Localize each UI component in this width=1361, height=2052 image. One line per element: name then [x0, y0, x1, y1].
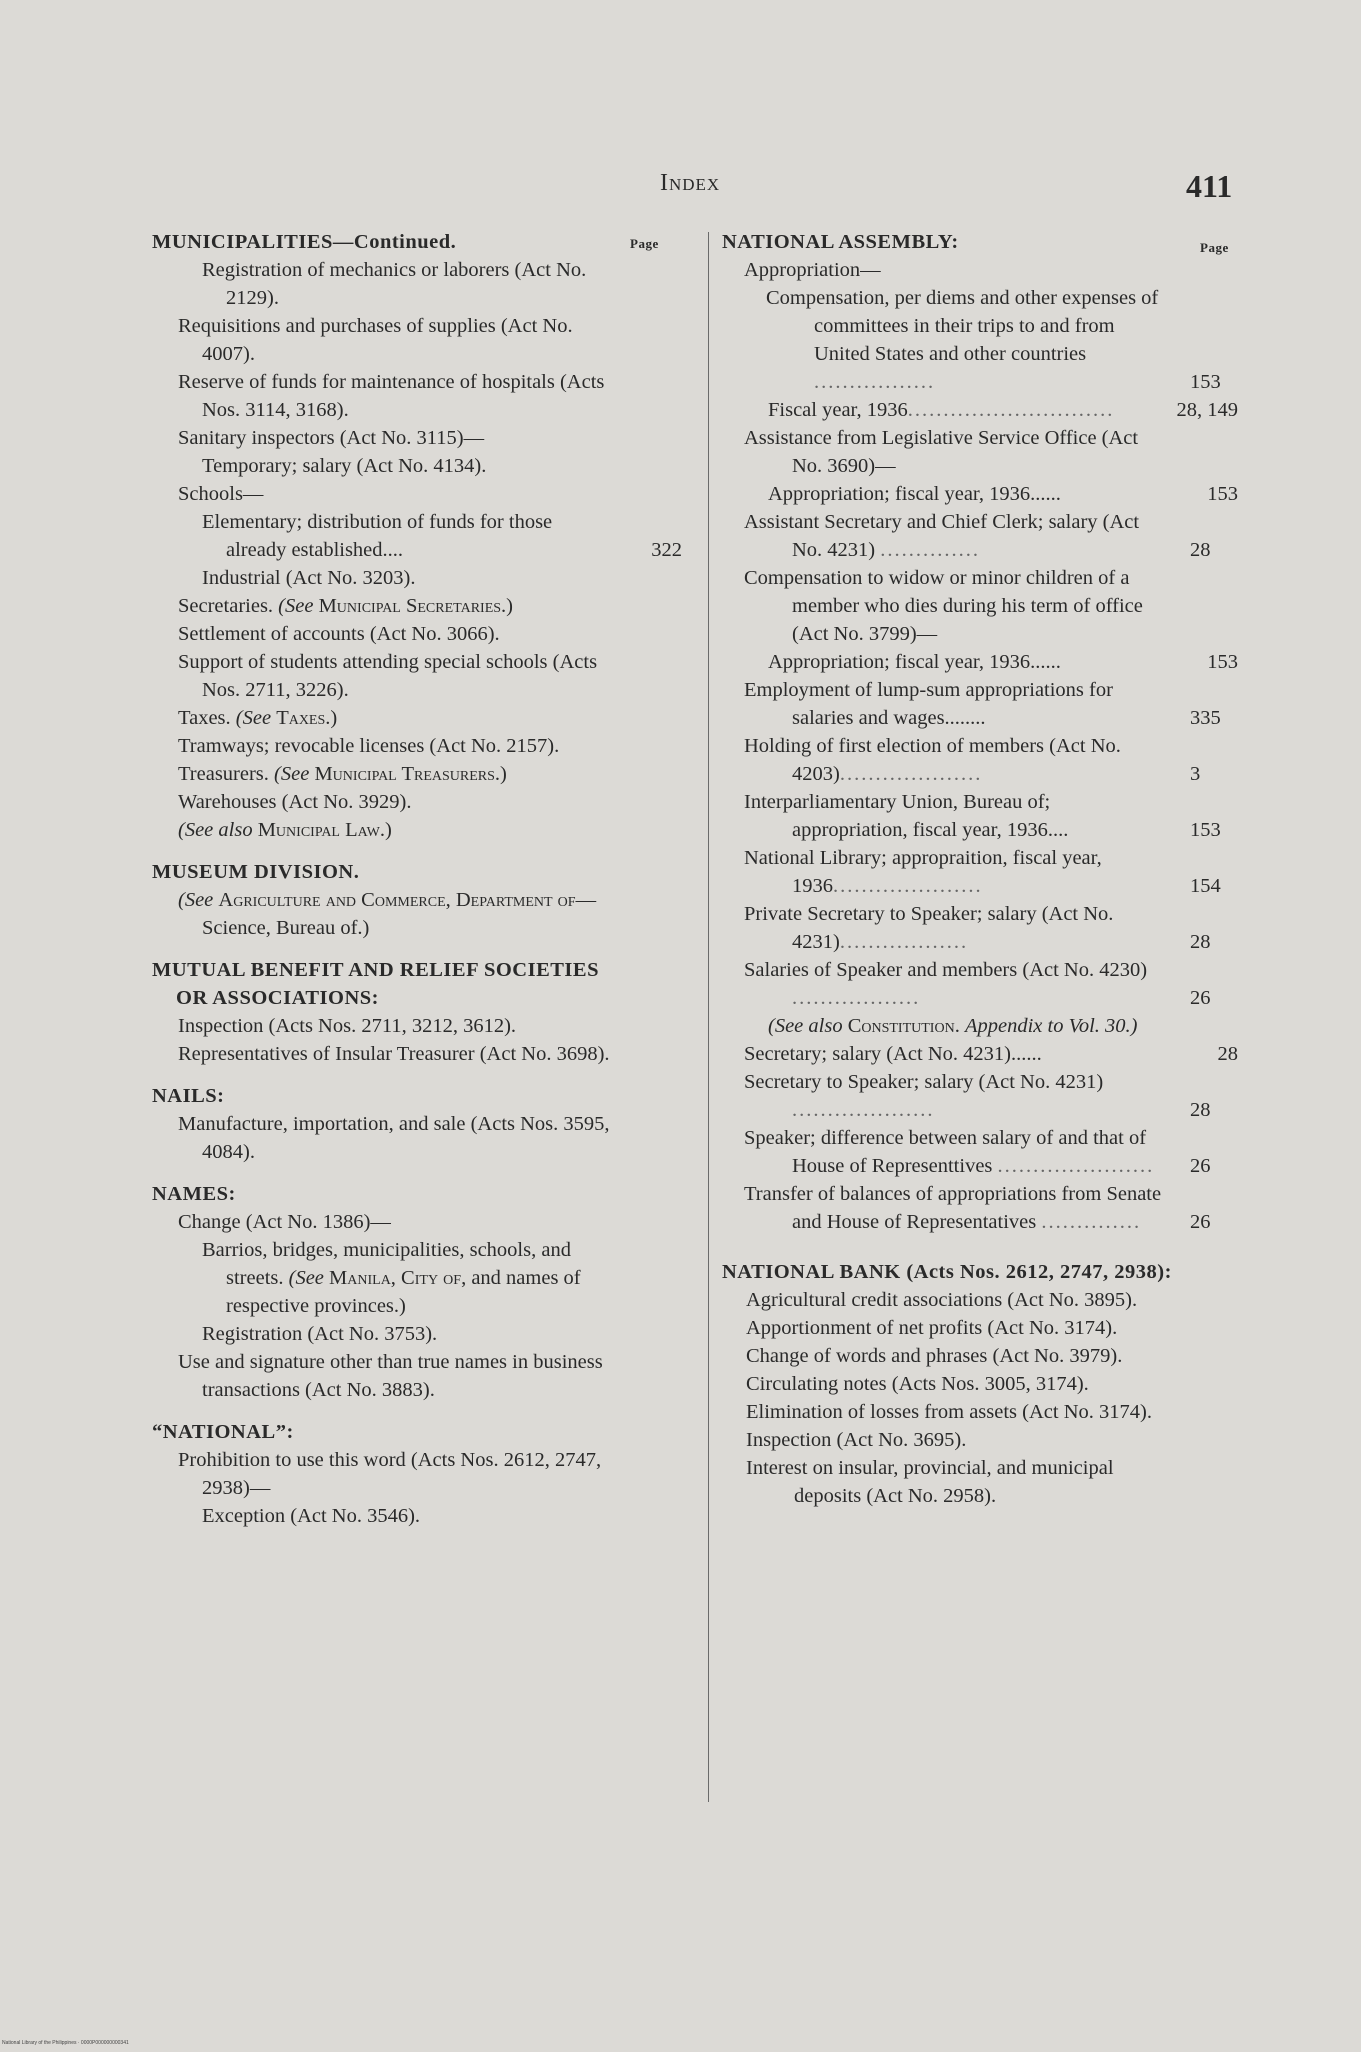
- entry-holding: Holding of first election of members (Act No. 4203).................... 3: [744, 735, 1201, 785]
- entry-assistant-secretary: Assistant Secretary and Chief Clerk; salary (Act No. 4231) .............. 28: [744, 511, 1211, 561]
- entry-settlement: Settlement of accounts (Act No. 3066).: [178, 623, 500, 645]
- entry-prohibition: Prohibition to use this word (Acts Nos. 2612, 2747, 2938)—: [178, 1449, 602, 1499]
- entry-apportionment: Apportionment of net profits (Act No. 3174).: [746, 1317, 1118, 1339]
- heading-names: NAMES:: [152, 1183, 236, 1205]
- entry-temporary: Temporary; salary (Act No. 4134).: [202, 455, 487, 477]
- muni-subentries: [152, 256, 682, 844]
- entry-registration-names: Registration (Act No. 3753).: [202, 1323, 438, 1345]
- entry-museum-see: (See Agriculture and Commerce, Department of—Science, Bureau of.): [178, 889, 597, 939]
- entry-use-signature: Use and signature other than true names in business transactions (Act No. 3883).: [178, 1351, 603, 1401]
- page-ref: 322: [651, 539, 682, 561]
- entry-elimination: Elimination of losses from assets (Act No. 3174).: [746, 1401, 1152, 1423]
- entry-circulating: Circulating notes (Acts Nos. 3005, 3174).: [746, 1373, 1089, 1395]
- entry-national-library: National Library; appropraition, fiscal year, 1936..................... 154: [744, 847, 1221, 897]
- entry-interparliamentary: Interparliamentary Union, Bureau of; appropriation, fiscal year, 1936.... 153: [744, 791, 1221, 841]
- heading-mutual: MUTUAL BENEFIT AND RELIEF SOCIETIES OR ASSOCIATIONS:: [152, 959, 599, 1009]
- page-column-label-right: Page: [1200, 240, 1229, 255]
- heading-national-assembly: NATIONAL ASSEMBLY:: [722, 231, 959, 253]
- mutual-subentries: [152, 1012, 682, 1068]
- entry-exception: Exception (Act No. 3546).: [202, 1505, 421, 1527]
- entry-warehouses: Warehouses (Act No. 3929).: [178, 791, 412, 813]
- running-head: Index: [660, 170, 721, 196]
- entry-assembly-see-also: (See also Constitution. Appendix to Vol. 30.): [768, 1015, 1138, 1037]
- heading-municipalities: MUNICIPALITIES—Continued.: [152, 231, 457, 253]
- footer-credit: National Library of the Philippines · 0000P000000000341: [2, 2040, 129, 2046]
- entry-comp-widow-appr: Appropriation; fiscal year, 1936...... 153: [768, 651, 1238, 673]
- heading-national-quoted: “NATIONAL”:: [152, 1421, 294, 1443]
- entry-salaries: Salaries of Speaker and members (Act No. 4230) .................. 26: [744, 959, 1211, 1009]
- entry-reserve: Reserve of funds for maintenance of hospitals (Acts Nos. 3114, 3168).: [178, 371, 605, 421]
- page-column-label-left: Page: [630, 236, 659, 251]
- entry-barrios: Barrios, bridges, municipalities, schools, and streets. (See Manila, City of, and names of respective provinces.): [202, 1239, 581, 1317]
- entry-mutual-inspection: Inspection (Acts Nos. 2711, 3212, 3612).: [178, 1015, 517, 1037]
- entry-speaker: Speaker; difference between salary of and that of House of Representtives ...................... 26: [744, 1127, 1211, 1177]
- entry-compensation-widow: Compensation to widow or minor children of a member who dies during his term of office (Act No. 3799)—: [744, 567, 1143, 645]
- page-number: 411: [1186, 168, 1233, 204]
- entry-see-also: (See also Municipal Law.): [178, 819, 392, 841]
- entry-tramways: Tramways; revocable licenses (Act No. 2157).: [178, 735, 560, 757]
- entry-appropriation: Appropriation—: [744, 259, 881, 281]
- entry-transfer: Transfer of balances of appropriations from Senate and House of Representatives .............. 26: [744, 1183, 1211, 1233]
- entry-change: Change (Act No. 1386)—: [178, 1211, 391, 1233]
- entry-agricultural: Agricultural credit associations (Act No. 3895).: [746, 1289, 1138, 1311]
- entry-change-words: Change of words and phrases (Act No. 3979).: [746, 1345, 1123, 1367]
- entry-treasurers: Treasurers. (See Municipal Treasurers.): [178, 763, 507, 785]
- entry-compensation: Compensation, per diems and other expenses of committees in their trips to and from United States and other countries ................. 153: [766, 287, 1221, 393]
- heading-nails: NAILS:: [152, 1085, 225, 1107]
- entry-bank-inspection: Inspection (Act No. 3695).: [746, 1429, 967, 1451]
- right-column: [722, 228, 1238, 1510]
- entry-secretary-speaker: Secretary to Speaker; salary (Act No. 4231) .................... 28: [744, 1071, 1211, 1121]
- entry-assistance: Assistance from Legislative Service Office (Act No. 3690)—: [744, 427, 1139, 477]
- entry-industrial: Industrial (Act No. 3203).: [202, 567, 416, 589]
- entry-taxes: Taxes. (See Taxes.): [178, 707, 338, 729]
- assembly-subentries: [722, 256, 1238, 1236]
- entry-interest: Interest on insular, provincial, and municipal deposits (Act No. 2958).: [746, 1457, 1114, 1507]
- entry-support: Support of students attending special schools (Acts Nos. 2711, 3226).: [178, 651, 598, 701]
- entry-elementary: Elementary; distribution of funds for those already established.... 322: [178, 508, 682, 564]
- entry-schools: Schools—: [178, 483, 264, 505]
- entry-secretary: Secretary; salary (Act No. 4231)...... 28: [744, 1043, 1238, 1065]
- entry-registration: Registration of mechanics or laborers (Act No. 2129).: [202, 259, 587, 309]
- left-column: [152, 228, 682, 1530]
- entry-private-secretary: Private Secretary to Speaker; salary (Act No. 4231).................. 28: [744, 903, 1211, 953]
- entry-secretaries: Secretaries. (See Municipal Secretaries.): [178, 595, 513, 617]
- entry-assistance-appr: Appropriation; fiscal year, 1936...... 153: [768, 483, 1238, 505]
- entry-mutual-representatives: Representatives of Insular Treasurer (Act No. 3698).: [178, 1043, 610, 1065]
- heading-museum: MUSEUM DIVISION.: [152, 861, 360, 883]
- nails-subentries: [152, 1110, 682, 1166]
- national-quoted-subentries: [152, 1446, 682, 1530]
- names-subentries: [152, 1208, 682, 1404]
- entry-requisitions: Requisitions and purchases of supplies (Act No. 4007).: [178, 315, 573, 365]
- heading-national-bank: NATIONAL BANK (Acts Nos. 2612, 2747, 2938):: [722, 1261, 1172, 1283]
- entry-fiscal: Fiscal year, 1936............................. 28, 149: [768, 399, 1238, 421]
- entry-sanitary: Sanitary inspectors (Act No. 3115)—: [178, 427, 485, 449]
- entry-employment: Employment of lump-sum appropriations for salaries and wages........ 335: [744, 679, 1221, 729]
- entry-manufacture: Manufacture, importation, and sale (Acts Nos. 3595, 4084).: [178, 1113, 610, 1163]
- bank-subentries: [722, 1286, 1238, 1510]
- column-divider: [708, 232, 709, 1802]
